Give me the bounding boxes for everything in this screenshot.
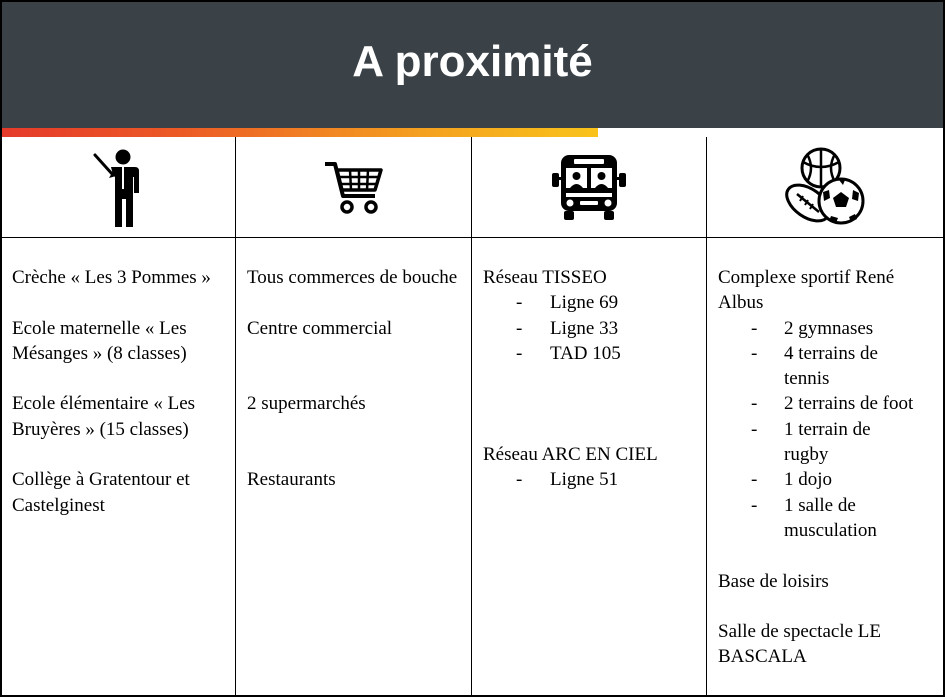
list-item: Base de loisirs xyxy=(718,570,829,592)
column-transport xyxy=(483,265,701,493)
amenities-table xyxy=(2,137,943,695)
list-item: - Ligne 69 xyxy=(516,292,619,314)
accent-bar xyxy=(2,128,598,137)
list-item: - 1 terrain de rugby xyxy=(751,418,871,466)
school-bus-icon xyxy=(550,153,628,221)
list-item: Ecole maternelle « Les Mésanges » (8 classes) xyxy=(12,317,187,364)
column-commerce xyxy=(247,265,465,493)
complex-name: Complexe sportif René Albus xyxy=(718,267,895,314)
list-item: - Ligne 51 xyxy=(516,469,619,491)
icon-cell-education xyxy=(2,137,235,237)
list-item: - 1 salle de musculation xyxy=(751,494,877,541)
sports-balls-icon xyxy=(783,146,867,228)
icon-cell-sport xyxy=(707,137,943,237)
list-item: - 2 gymnases xyxy=(751,317,874,339)
row-divider xyxy=(2,237,943,238)
network-name: Réseau TISSEO xyxy=(483,267,607,288)
icon-cell-transport xyxy=(472,137,706,237)
list-item: Tous commerces de bouche xyxy=(247,267,458,288)
list-item: - 2 terrains de foot xyxy=(751,393,914,415)
list-item: Salle de spectacle LE BASCALA xyxy=(718,621,882,668)
column-education xyxy=(12,265,230,518)
list-item: Crèche « Les 3 Pommes » xyxy=(12,267,211,288)
list-item: - Ligne 33 xyxy=(516,317,619,339)
page-title: A proximité xyxy=(352,37,593,86)
list-item: 2 supermarchés xyxy=(247,393,366,415)
list-item: - TAD 105 xyxy=(516,342,621,364)
list-item: Restaurants xyxy=(247,469,336,491)
shopping-cart-icon xyxy=(323,158,385,216)
list-item: Collège à Gratentour et Castelginest xyxy=(12,469,190,516)
header-banner xyxy=(2,2,943,128)
teacher-icon xyxy=(89,147,149,227)
list-item: - 4 terrains de tennis xyxy=(751,342,878,390)
icon-cell-commerce xyxy=(236,137,471,237)
list-item: - 1 dojo xyxy=(751,469,833,491)
list-item: Ecole élémentaire « Les Bruyères » (15 classes) xyxy=(12,393,196,440)
column-sport xyxy=(718,265,938,670)
list-item: Centre commercial xyxy=(247,317,393,339)
network-name: Réseau ARC EN CIEL xyxy=(483,444,658,466)
